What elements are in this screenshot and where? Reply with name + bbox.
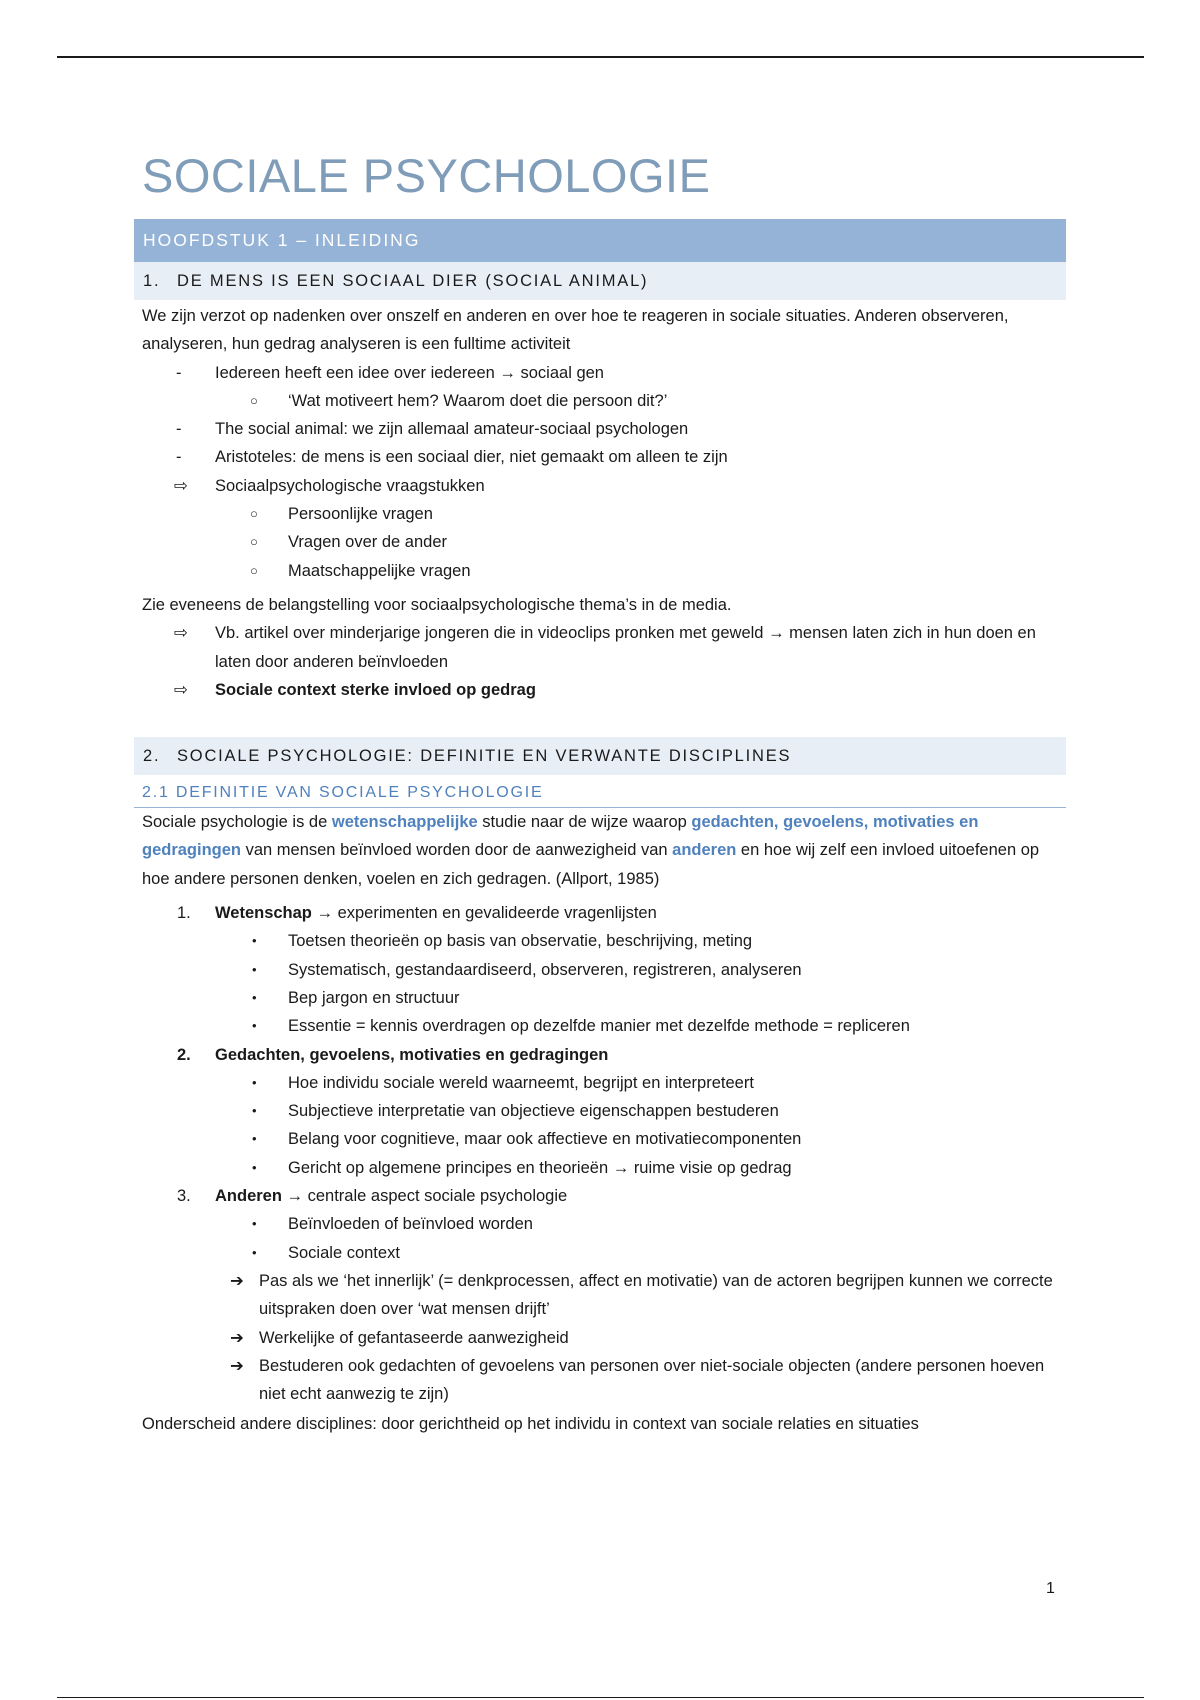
list-item: ⇨ Vb. artikel over minderjarige jongeren die in videoclips pronken met geweld → mensen laten zich in hun doen en laten door anderen beïnvloeden <box>134 619 1066 676</box>
bullet-icon: • <box>252 1244 257 1260</box>
dash-marker: - <box>176 420 182 439</box>
circle-bullet-icon: ○ <box>250 392 258 408</box>
list-item: ➔ Pas als we ‘het innerlijk’ (= denkprocessen, affect en motivatie) van de actoren begrijpen kunnen we correcte uitspraken doen over ‘wat mensen drijft’ <box>134 1267 1066 1324</box>
outline-arrow-icon: ⇨ <box>174 624 188 643</box>
section-title: SOCIALE PSYCHOLOGIE: DEFINITIE EN VERWANTE DISCIPLINES <box>177 747 792 766</box>
document-body <box>134 140 1066 1439</box>
dash-marker: - <box>176 448 182 467</box>
arrow-icon: → <box>768 624 785 643</box>
arrow-icon: → <box>286 1187 304 1206</box>
numbered-item: 2. Gedachten, gevoelens, motivaties en gedragingen <box>177 1045 609 1064</box>
bullet-icon: • <box>252 1159 257 1175</box>
closing-paragraph: Onderscheid andere disciplines: door gerichtheid op het individu in context van sociale relaties en situaties <box>142 1415 919 1434</box>
footer-rule <box>57 1697 1144 1698</box>
bullet-icon: • <box>252 989 257 1005</box>
list-item: ○ Vragen over de ander <box>134 528 1066 556</box>
arrow-icon: → <box>612 1158 630 1177</box>
bullet-icon: • <box>252 1074 257 1090</box>
list-item: ⇨ Sociaalpsychologische vraagstukken <box>134 472 1066 500</box>
list-item: • Hoe individu sociale wereld waarneemt, begrijpt en interpreteert <box>134 1069 1066 1097</box>
list-item: - Aristoteles: de mens is een sociaal dier, niet gemaakt om alleen te zijn <box>134 443 1066 471</box>
list-item: • Belang voor cognitieve, maar ook affectieve en motivatiecomponenten <box>134 1125 1066 1153</box>
list-item: • Subjectieve interpretatie van objectieve eigenschappen bestuderen <box>134 1097 1066 1125</box>
list-item: - The social animal: we zijn allemaal amateur-sociaal psychologen <box>134 415 1066 443</box>
circle-bullet-icon: ○ <box>250 534 258 550</box>
list-item: • Systematisch, gestandaardiseerd, observeren, registreren, analyseren <box>134 956 1066 984</box>
arrow-icon: → <box>316 904 333 923</box>
list-item: • Essentie = kennis overdragen op dezelfde manier met dezelfde methode = repliceren <box>134 1012 1066 1040</box>
bold-arrow-icon: ➔ <box>230 1271 244 1290</box>
definition-paragraph: Sociale psychologie is de wetenschappelijke studie naar de wijze waarop gedachten, gevoelens, motivaties en gedragingen van mensen beïnvloed worden door de aanwezigheid van anderen en hoe wij zelf een invloed uitoefenen op hoe andere personen denken, voelen en zich gedragen. (Allport, 1985) <box>142 813 1040 888</box>
list-item: ○ Persoonlijke vragen <box>134 500 1066 528</box>
subsection-heading: 2.1 DEFINITIE VAN SOCIALE PSYCHOLOGIE <box>134 779 1066 808</box>
list-item: • Toetsen theorieën op basis van observatie, beschrijving, meting <box>134 927 1066 955</box>
section-number: 1. <box>143 272 161 290</box>
bullet-icon: • <box>252 1018 257 1034</box>
circle-bullet-icon: ○ <box>250 562 258 578</box>
bullet-icon: • <box>252 1131 257 1147</box>
bullet-icon: • <box>252 933 257 949</box>
section-1-intro: We zijn verzot op nadenken over onszelf en anderen en over hoe te reageren in sociale situaties. Anderen observeren, analyseren, hun gedrag analyseren is een fulltime activiteit <box>142 307 1009 354</box>
header-rule <box>57 56 1144 58</box>
list-item: - Iedereen heeft een idee over iedereen → sociaal gen <box>134 359 1066 387</box>
list-item: ➔ Bestuderen ook gedachten of gevoelens van personen over niet-sociale objecten (andere personen hoeven niet echt aanwezig te zijn) <box>134 1352 1066 1409</box>
bullet-icon: • <box>252 1216 257 1232</box>
numbered-item: 1. Wetenschap → experimenten en gevalideerde vragenlijsten <box>177 904 657 923</box>
section-title: DE MENS IS EEN SOCIAAL DIER (SOCIAL ANIMAL) <box>177 272 649 290</box>
document-title: SOCIALE PSYCHOLOGIE <box>142 149 711 202</box>
outline-arrow-icon: ⇨ <box>174 680 188 699</box>
circle-bullet-icon: ○ <box>250 506 258 522</box>
list-item: • Sociale context <box>134 1239 1066 1267</box>
list-item: • Beïnvloeden of beïnvloed worden <box>134 1210 1066 1238</box>
section-1-heading <box>134 262 1066 300</box>
bullet-icon: • <box>252 961 257 977</box>
media-paragraph: Zie eveneens de belangstelling voor sociaalpsychologische thema’s in de media. <box>142 595 732 614</box>
bold-arrow-icon: ➔ <box>230 1356 244 1375</box>
bold-arrow-icon: ➔ <box>230 1328 244 1347</box>
outline-arrow-icon: ⇨ <box>174 476 188 495</box>
list-item: • Gericht op algemene principes en theorieën → ruime visie op gedrag <box>134 1154 1066 1182</box>
list-item: ○ Maatschappelijke vragen <box>134 557 1066 585</box>
list-item: • Bep jargon en structuur <box>134 984 1066 1012</box>
numbered-item: 3. Anderen → centrale aspect sociale psychologie <box>177 1187 568 1206</box>
section-2-heading <box>134 737 1066 775</box>
list-item: ○ ‘Wat motiveert hem? Waarom doet die persoon dit?’ <box>134 387 1066 415</box>
page-number: 1 <box>1046 1580 1055 1597</box>
bullet-icon: • <box>252 1103 257 1119</box>
arrow-icon: → <box>499 363 516 382</box>
chapter-heading: HOOFDSTUK 1 – INLEIDING <box>134 219 1066 262</box>
list-item: ➔ Werkelijke of gefantaseerde aanwezigheid <box>134 1324 1066 1352</box>
section-number: 2. <box>143 747 161 766</box>
list-item: ⇨ Sociale context sterke invloed op gedrag <box>134 676 1066 704</box>
dash-marker: - <box>176 363 182 382</box>
